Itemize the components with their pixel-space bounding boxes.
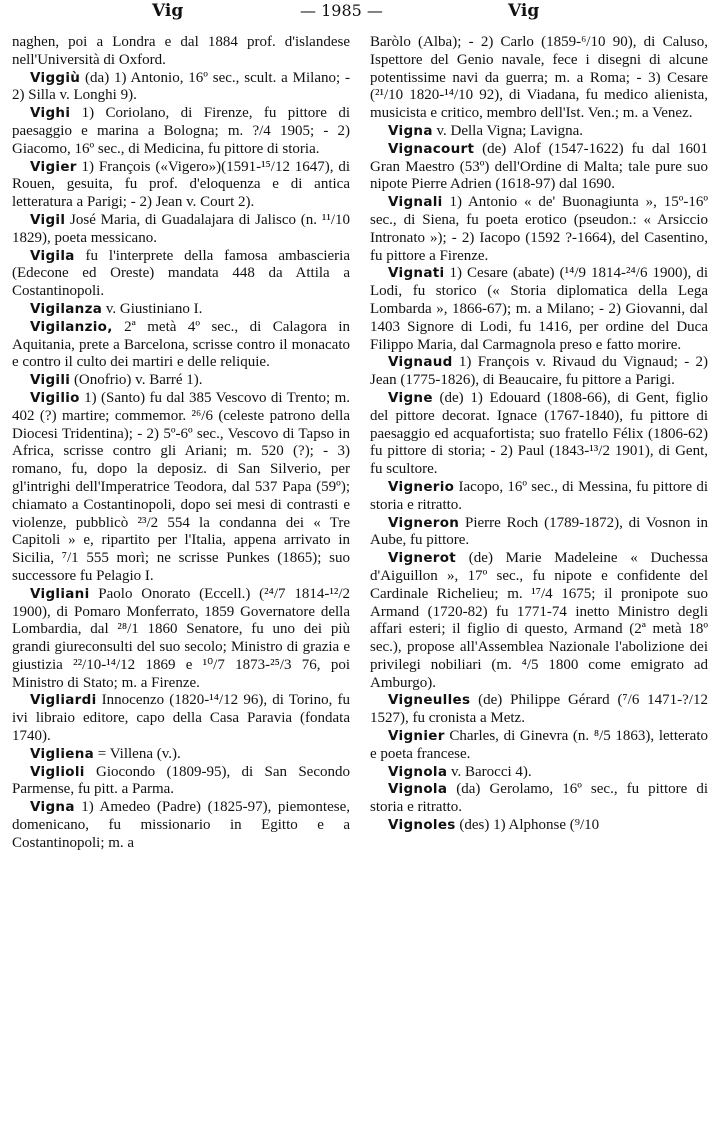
entry-text: (de) Alof (1547-1622) fu dal 1601 Gran Maestro (53º) dell'Ordine di Malta; tale pure suo nipote Pierre Adrien (1618-97) dal 1690. (370, 140, 708, 193)
entry-text: 1) (Santo) fu dal 385 Vescovo di Trento; m. 402 (?) martire; commemor. ²⁶/6 (celeste patrono della Diocesi Tridentina); - 2) 5º-6º sec., Vescovo di Tapso in Africa, scrisse contro gli Ariani; m. 520 (?); - 3) romano, fu, dopo la deposiz. di San Silverio, per gl'intrighi dell'Imperatrice Teodora, dal 537 Papa (59º); chiamato a Costantinopoli, dopo sei mesi di contrasti e violenze, pubblicò ²³/2 554 la condanna dei « Tre Capitoli » e, ripartito per l'Italia, appena arrivato in Sicilia, ⁷/1 555 morì; ne scrisse Punkes (1865); suo successore fu Pelagio I. (12, 389, 350, 584)
entry-vigier (12, 159, 350, 212)
entry-vigneron (370, 515, 708, 551)
entry-vigila (12, 248, 350, 301)
entry-text: José Maria, di Guadalajara di Jalisco (n. ¹¹/10 1829), poeta messicano. (12, 211, 350, 246)
entry-vignola (370, 781, 708, 817)
entry-text: 1) François («Vigero»)(1591-¹⁵/12 1647), di Rouen, gesuita, fu prof. d'eloquenza e di antica letteratura a Parigi; - 2) Jean v. Court 2). (12, 158, 350, 211)
entry-text: Giocondo (1809-95), di San Secondo Parmense, fu pitt. a Parma. (12, 763, 350, 798)
entry-headword: Vigier (30, 158, 77, 175)
entry-headword: Vigne (388, 389, 433, 406)
entry-vignali (370, 194, 708, 265)
entry-vignerio (370, 479, 708, 515)
entry-headword: Vigila (30, 247, 75, 264)
entry-headword: Vignerot (388, 550, 457, 567)
entry-headword: Vigna (30, 799, 75, 816)
entry-vigilanza (12, 301, 350, 319)
entry-text: 1) Amedeo (Padre) (1825-97), piemontese, domenicano, fu missionario in Egitto e a Costantinopoli; m. a (12, 799, 350, 851)
left-column (12, 34, 350, 853)
right-column (370, 34, 708, 835)
entry-headword: Vigneron (388, 514, 460, 531)
header-right-guideword: Vig (508, 1, 540, 21)
header-left-guideword: Vig (152, 1, 184, 21)
entry-text: (de) Philippe Gérard (⁷/6 1471-?/12 1527), fu cronista a Metz. (370, 692, 708, 727)
entry-headword: Vigna (388, 122, 433, 139)
entry-text: (da) 1) Antonio, 16º sec., scult. a Milano; - 2) Silla v. Longhi 9). (12, 69, 350, 104)
entry-headword: Vigliena (30, 745, 95, 762)
entry-vighi (12, 105, 350, 158)
entry-headword: Vigilanzio, (30, 318, 113, 335)
entry-vignerot (370, 550, 708, 692)
entry-text: (de) Marie Madeleine « Duchessa d'Aiguillon », 17º sec., fu nipote e confidente del Cardinale Richelieu; m. ¹⁷/4 1675; il pronipote suo Armand (1720-82) fu 1771-74 inetto Ministro degli affari esteri; il figlio di questo, Armand (2ª metà 18º sec.), propose all'Assemblea Nazionale l'abolizione dei privilegi nobiliari (m. ⁴/5 1800 come emigrato ad Amburgo). (370, 550, 708, 691)
entry-headword: Vigneulles (388, 692, 471, 709)
entry-text: fu l'interprete della famosa ambascieria (Edecone ed Oreste) mandata 448 da Attila a Costantinopoli. (12, 247, 350, 300)
entry-headword: Vignati (388, 265, 445, 282)
entry-viglioli (12, 764, 350, 800)
entry-text: 1) François v. Rivaud du Vignaud; - 2) Jean (1775-1826), di Beaucaire, fu pittore a Parigi. (370, 354, 708, 389)
entry-headword: Viggiù (30, 69, 81, 86)
entry-text: Paolo Onorato (Eccell.) (²⁴/7 1814-¹²/2 1900), di Pomaro Monferrato, 1859 Governatore della Lombardia, dal ²⁸/1 1860 Senatore, fu uno dei più grandi giureconsulti del suo secolo; Ministro di grazia e giustizia ²²/10-¹⁴/12 1869 e ¹⁰/7 1873-²⁵/3 76, poi Ministro di Stato; m. a Firenze. (12, 585, 350, 691)
entry-vignola-xref (370, 764, 708, 782)
entry-text: Pierre Roch (1789-1872), di Vosnon in Aube, fu pittore. (370, 514, 708, 549)
entry-headword: Vigliani (30, 585, 90, 602)
entry-headword: Vignier (388, 728, 445, 745)
entry-text: v. Della Vigna; Lavigna. (432, 122, 584, 139)
entry-continuation (370, 34, 708, 123)
entry-text: 1) Cesare (abate) (¹⁴/9 1814-²⁴/6 1900), di Lodi, fu storico (« Storia diplomatica della Lega Lombarda », 1866-67); m. a Milano; - 2) Giovanni, dal 1403 Signore di Lodi, fu 1416, per ordine del Duca Filippo Maria, dal Carmagnola preso e fatto morire. (370, 265, 708, 353)
entry-text: 1) Coriolano, di Firenze, fu pittore di paesaggio e marina a Bologna; m. ?/4 1905; - 2) Giacomo, 16º sec., di Medicina, fu pittore di storia. (12, 105, 350, 157)
running-header (0, 0, 718, 24)
entry-viggiu (12, 70, 350, 106)
entry-vigili (12, 372, 350, 390)
entry-text: naghen, poi a Londra e dal 1884 prof. d'islandese nell'Università di Oxford. (12, 34, 350, 68)
entry-text: Iacopo, 16º sec., di Messina, fu pittore di storia e ritratto. (370, 478, 708, 513)
entry-headword: Vignola (388, 763, 448, 780)
entry-vignier (370, 728, 708, 764)
entry-text: 1) Antonio « de' Buonagiunta », 15º-16º sec., di Siena, fu poeta erotico (pseudon.: « Arsiccio Intronato »); - 2) Iacopo (1592 ?-1664), del Casentino, fu pittore a Firenze. (370, 194, 708, 264)
entry-headword: Vigilanza (30, 300, 103, 317)
entry-text: Baròlo (Alba); - 2) Carlo (1859-⁶/10 90), di Caluso, Ispettore del Genio navale, fece i disegni di alcune potentissime navi da guerra; m. a Roma; - 3) Cesare (²¹/10 1820-¹⁴/10 92), di Viadana, fu medico alienista, musicista e critico, membro dell'Ist. Ven.; m. a Venez. (370, 34, 708, 122)
entry-headword: Vigil (30, 211, 66, 228)
entry-vigilio (12, 390, 350, 586)
entry-text: (Onofrio) v. Barré 1). (70, 372, 203, 389)
entry-headword: Viglioli (30, 763, 85, 780)
entry-vigna (12, 799, 350, 852)
entry-headword: Vigliardi (30, 692, 97, 709)
entry-text: v. Giustiniano I. (102, 300, 203, 317)
entry-text: Charles, di Ginevra (n. ⁸/5 1863), letterato e poeta francese. (370, 728, 708, 762)
entry-headword: Vignacourt (388, 140, 475, 157)
entry-vigliani (12, 586, 350, 693)
entry-headword: Vignali (388, 194, 443, 211)
entry-vigilanzio (12, 319, 350, 372)
entry-text: Innocenzo (1820-¹⁴/12 96), di Torino, fu ivi libraio editore, capo della Casa Paravia (fondata 1740). (12, 692, 350, 745)
entry-vignati (370, 265, 708, 354)
entry-text: v. Barocci 4). (447, 763, 532, 780)
page-number: — 1985 — (300, 1, 383, 20)
entry-text: (de) 1) Edouard (1808-66), di Gent, figlio del pittore decorat. Ignace (1767-1840), fu pittore di paesaggio ed acquafortista; suo fratello Félix (1806-62) fu pittore di storia; - 2) Paul (1843-¹³/2 1901), di Gent, fu scultore. (370, 389, 708, 478)
entry-vigil (12, 212, 350, 248)
entry-vigliardi (12, 692, 350, 745)
entry-headword: Vignoles (388, 817, 456, 834)
entry-headword: Vignerio (388, 478, 455, 495)
entry-text: (da) Gerolamo, 16º sec., fu pittore di storia e ritratto. (370, 781, 708, 816)
entry-headword: Vignola (388, 781, 448, 798)
entry-vigneulles (370, 692, 708, 728)
entry-vignacourt (370, 141, 708, 194)
entry-headword: Vignaud (388, 354, 453, 371)
entry-text: 2ª metà 4º sec., di Calagora in Aquitania, prete a Barcelona, scrisse contro il monacato e contro il culto dei martiri e delle reliquie. (12, 318, 350, 371)
entry-vigna-xref (370, 123, 708, 141)
entry-text: = Villena (v.). (94, 745, 181, 762)
entry-vigliena (12, 746, 350, 764)
entry-headword: Vigili (30, 372, 71, 389)
entry-text: (des) 1) Alphonse (⁹/10 (455, 817, 600, 834)
entry-vignaud (370, 354, 708, 390)
entry-headword: Vighi (30, 105, 71, 122)
entry-vigne (370, 390, 708, 479)
entry-headword: Vigilio (30, 389, 80, 406)
entry-continuation (12, 34, 350, 70)
entry-vignoles (370, 817, 708, 835)
